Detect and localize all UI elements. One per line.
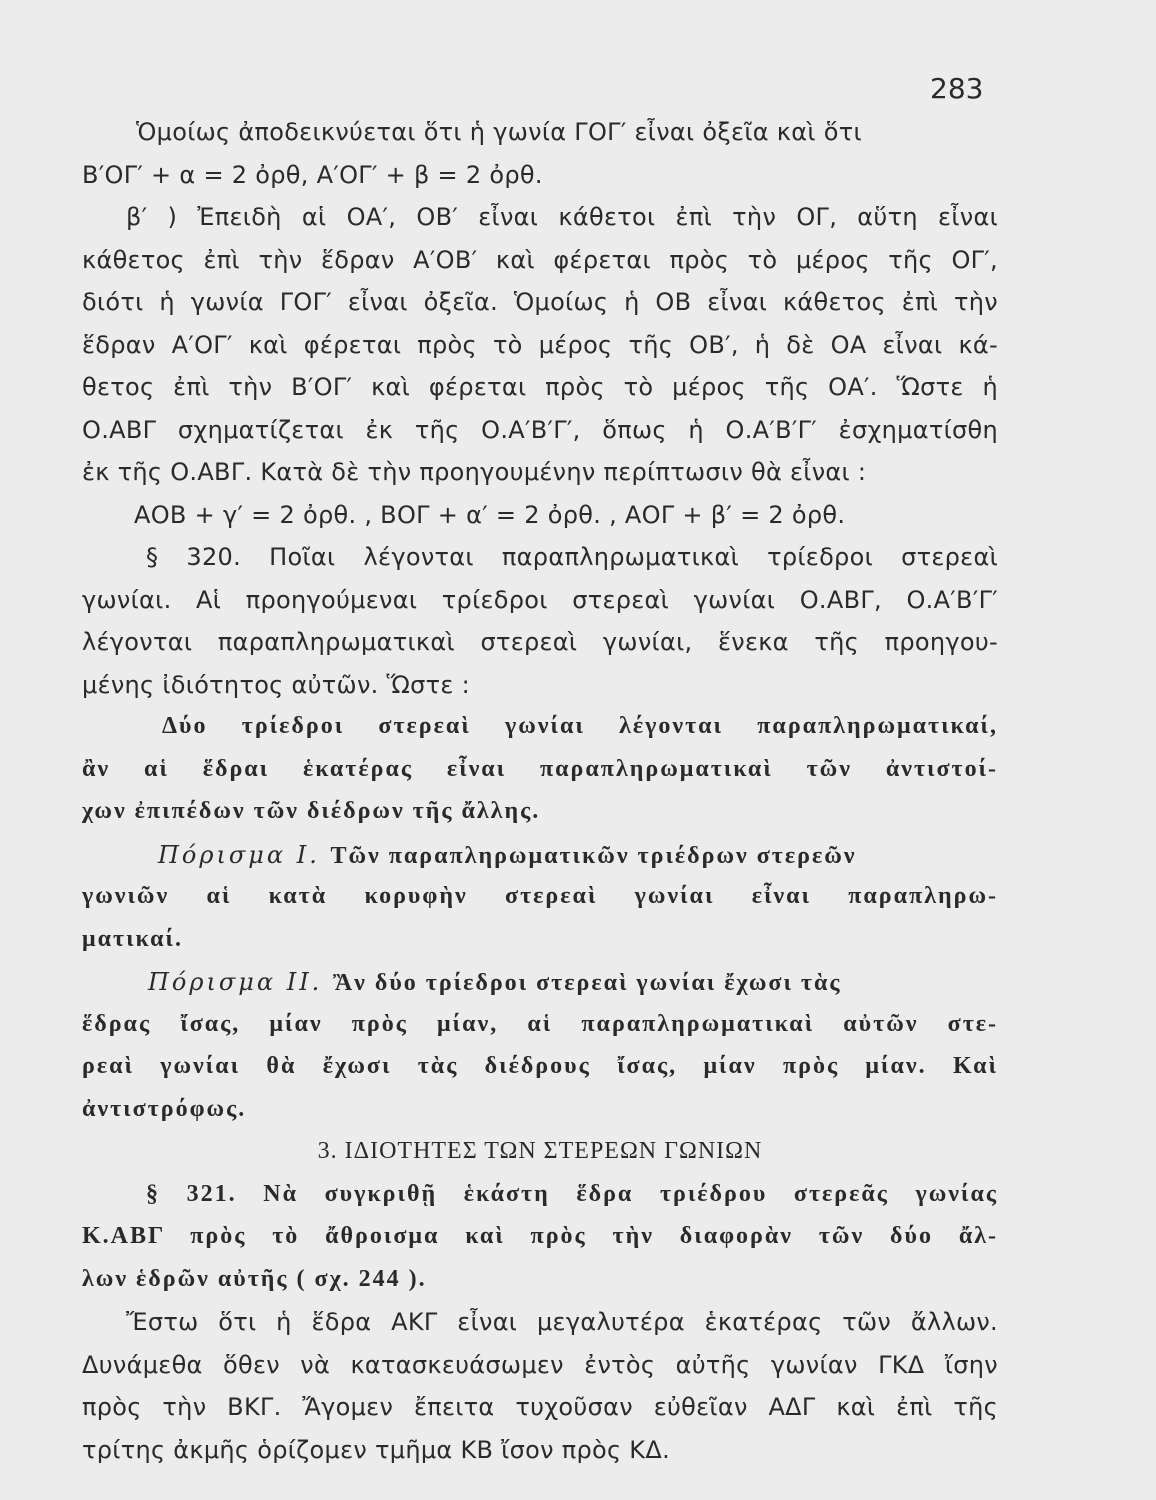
text-line: Ἔστω ὅτι ἡ ἕδρα ΑΚΓ εἶναι μεγαλυτέρα ἑκατέρας τῶν ἄλλων. <box>126 1308 998 1336</box>
corollary-line: ἕδρας ἴσας, μίαν πρὸς μίαν, αἱ παραπληρωματικαὶ αὐτῶν στε- <box>82 1010 998 1037</box>
definition-line: ἂν αἱ ἕδραι ἑκατέρας εἶναι παραπληρωματικαὶ τῶν ἀντιστοί- <box>82 755 998 782</box>
formula-line: ΑΟΒ + γ′ = 2 ὀρθ. , ΒΟΓ + α′ = 2 ὀρθ. , ΑΟΓ + β′ = 2 ὀρθ. <box>134 500 846 529</box>
text-line: β′ ) Ἐπειδὴ αἱ ΟΑ′, ΟΒ′ εἶναι κάθετοι ἐπὶ τὴν ΟΓ, αὕτη εἶναι <box>126 203 998 231</box>
corollary-line: γωνιῶν αἱ κατὰ κορυφὴν στερεαὶ γωνίαι εἶναι παραπληρω- <box>82 883 998 909</box>
corollary-1-label: Πόρισμα Ι. <box>158 840 331 869</box>
definition-line: Δύο τρίεδροι στερεαὶ γωνίαι λέγονται παραπληρωματικαί, <box>162 713 998 739</box>
corollary-1 <box>158 841 998 870</box>
chapter-heading: 3. ΙΔΙΟΤΗΤΕΣ ΤΩΝ ΣΤΕΡΕΩΝ ΓΩΝΙΩΝ <box>317 1138 763 1164</box>
text-line: Ο.ΑΒΓ σχηματίζεται ἐκ τῆς Ο.Α′Β′Γ′, ὅπως ἡ Ο.Α′Β′Γ′ ἐσχηματίσθη <box>82 415 998 444</box>
corollary-line: ἀντιστρόφως. <box>82 1095 247 1122</box>
page-number: 283 <box>930 72 984 105</box>
section-321-heading: § 321. Νὰ συγκριθῇ ἑκάστη ἕδρα τριέδρου στερεᾶς γωνίας <box>146 1180 998 1207</box>
corollary-line: ματικαί. <box>82 925 183 952</box>
text-line: κάθετος ἐπὶ τὴν ἕδραν Α′ΟΒ′ καὶ φέρεται πρὸς τὸ μέρος τῆς ΟΓ′, <box>82 245 998 274</box>
formula-line: Β′ΟΓ′ + α = 2 ὀρθ, Α′ΟΓ′ + β = 2 ὀρθ. <box>82 160 543 189</box>
text-line: Ὁμοίως ἀποδεικνύεται ὅτι ἡ γωνία ΓΟΓ′ εἶναι ὀξεῖα καὶ ὅτι <box>136 118 862 146</box>
text-line: τρίτης ἀκμῆς ὁρίζομεν τμῆμα ΚΒ ἴσον πρὸς ΚΔ. <box>82 1435 670 1464</box>
corollary-2 <box>148 968 998 997</box>
corollary-line: ρεαὶ γωνίαι θὰ ἔχωσι τὰς διέδρους ἴσας, μίαν πρὸς μίαν. Καὶ <box>82 1053 998 1079</box>
definition-line: χων ἐπιπέδων τῶν διέδρων τῆς ἄλλης. <box>82 798 541 824</box>
text-line: ἐκ τῆς Ο.ΑΒΓ. Κατὰ δὲ τὴν προηγουμένην περίπτωσιν θὰ εἶναι : <box>82 458 867 486</box>
section-321-line: λων ἑδρῶν αὐτῆς ( σχ. 244 ). <box>82 1265 427 1292</box>
corollary-2-text: Ἂν δύο τρίεδροι στερεαὶ γωνίαι ἔχωσι τὰς <box>332 970 842 996</box>
section-320-heading: § 320. Ποῖαι λέγονται παραπληρωματικαὶ τρίεδροι στερεαὶ <box>146 543 998 571</box>
section-321-line: Κ.ΑΒΓ πρὸς τὸ ἄθροισμα καὶ πρὸς τὴν διαφορὰν τῶν δύο ἄλ- <box>82 1223 998 1249</box>
text-line: Δυνάμεθα ὅθεν νὰ κατασκευάσωμεν ἐντὸς αὐτῆς γωνίαν ΓΚΔ ἴσην <box>82 1350 998 1379</box>
text-line: λέγονται παραπληρωματικαὶ στερεαὶ γωνίαι, ἕνεκα τῆς προηγου- <box>82 628 998 656</box>
corollary-2-label: Πόρισμα ΙΙ. <box>148 968 333 996</box>
corollary-1-text: Τῶν παραπληρωματικῶν τριέδρων στερεῶν <box>330 842 857 869</box>
text-line: θετος ἐπὶ τὴν Β′ΟΓ′ καὶ φέρεται πρὸς τὸ μέρος τῆς ΟΑ′. Ὥστε ἡ <box>82 373 998 401</box>
text-line: ἕδραν Α′ΟΓ′ καὶ φέρεται πρὸς τὸ μέρος τῆς ΟΒ′, ἡ δὲ ΟΑ εἶναι κά- <box>82 330 998 359</box>
text-line: γωνίαι. Αἱ προηγούμεναι τρίεδροι στερεαὶ γωνίαι Ο.ΑΒΓ, Ο.Α′Β′Γ′ <box>82 585 998 614</box>
text-line: πρὸς τὴν ΒΚΓ. Ἄγομεν ἔπειτα τυχοῦσαν εὐθεῖαν ΑΔΓ καὶ ἐπὶ τῆς <box>82 1393 998 1421</box>
text-line: διότι ἡ γωνία ΓΟΓ′ εἶναι ὀξεῖα. Ὁμοίως ἡ ΟΒ εἶναι κάθετος ἐπὶ τὴν <box>82 288 998 316</box>
text-line: μένης ἰδιότητος αὐτῶν. Ὥστε : <box>82 670 470 699</box>
